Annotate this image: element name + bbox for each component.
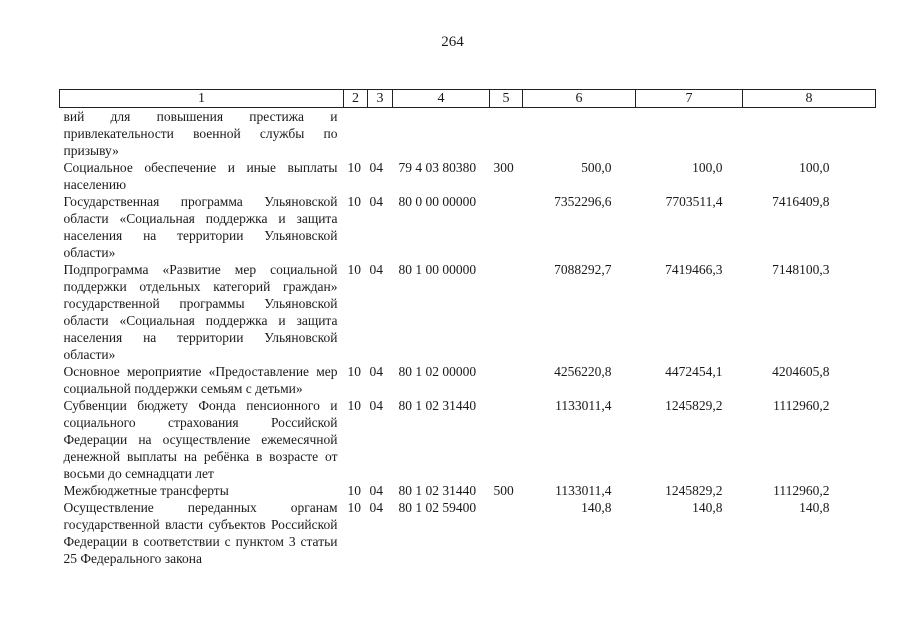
header-col-7: 7 — [636, 90, 743, 108]
row-target-code: 79 4 03 80380 — [398, 160, 477, 175]
row-value-6 — [523, 108, 636, 160]
row-target-code: 80 1 02 59400 — [398, 500, 477, 515]
row-name: Социальное обеспечение и иные выплаты населению — [63, 160, 338, 192]
row-name: Субвенции бюджету Фонда пенсионного и социального страхования Российской Федерации на осуществление ежемесячной денежной выплаты на ребёнка в возрасте от восьми до семнадцати лет — [63, 398, 338, 481]
row-expense-type: 300 — [493, 160, 514, 175]
row-value-7: 140,8 — [692, 500, 723, 515]
table-row — [60, 499, 876, 567]
row-value-7: 100,0 — [692, 160, 723, 175]
row-name: Основное мероприятие «Предоставление мер социальной поддержки семьям с детьми» — [63, 364, 338, 396]
row-name: вий для повышения престижа и привлекательности военной службы по призыву» — [63, 109, 338, 158]
row-section — [344, 108, 368, 160]
row-name: Осуществление переданных органам государственной власти субъектов Российской Федерации в соответствии с пунктом 3 статьи 25 Федерального закона — [63, 500, 338, 566]
row-value-7: 1245829,2 — [665, 483, 723, 498]
header-col-4: 4 — [393, 90, 490, 108]
header-row — [60, 90, 876, 108]
table-row — [60, 108, 876, 160]
budget-table — [59, 89, 876, 567]
row-expense-type — [490, 499, 523, 567]
row-subsection: 04 — [369, 160, 383, 175]
row-section: 10 — [347, 160, 361, 175]
row-target-code: 80 1 02 00000 — [398, 364, 477, 379]
row-value-7: 1245829,2 — [665, 398, 723, 413]
row-target-code: 80 0 00 00000 — [398, 194, 477, 209]
header-col-5: 5 — [490, 90, 523, 108]
table-row — [60, 482, 876, 499]
row-value-8: 7148100,3 — [772, 262, 830, 277]
table-row — [60, 261, 876, 363]
row-value-8 — [743, 108, 876, 160]
row-target-code: 80 1 02 31440 — [398, 483, 477, 498]
row-subsection: 04 — [369, 483, 383, 498]
row-value-7: 4472454,1 — [665, 364, 723, 379]
row-subsection: 04 — [369, 500, 383, 515]
row-subsection: 04 — [369, 262, 383, 277]
row-section: 10 — [347, 262, 361, 277]
header-col-1: 1 — [60, 90, 344, 108]
row-expense-type — [490, 261, 523, 363]
row-target-code: 80 1 02 31440 — [398, 398, 477, 413]
page-number: 264 — [441, 34, 464, 50]
header-col-3: 3 — [368, 90, 393, 108]
row-value-7: 7703511,4 — [665, 194, 723, 209]
table-row — [60, 193, 876, 261]
table-header — [60, 90, 876, 108]
row-subsection: 04 — [369, 398, 383, 413]
row-section: 10 — [347, 398, 361, 413]
row-name: Межбюджетные трансферты — [63, 483, 229, 498]
row-value-6: 500,0 — [581, 160, 612, 175]
row-value-7: 7419466,3 — [665, 262, 723, 277]
header-col-2: 2 — [344, 90, 368, 108]
row-target-code: 80 1 00 00000 — [398, 262, 477, 277]
header-col-8: 8 — [743, 90, 876, 108]
row-section: 10 — [347, 500, 361, 515]
row-name: Государственная программа Ульяновской области «Социальная поддержка и защита населения на территории Ульяновской области» — [63, 194, 338, 260]
table-row — [60, 363, 876, 397]
row-expense-type: 500 — [493, 483, 514, 498]
row-value-6: 7352296,6 — [554, 194, 612, 209]
row-value-6: 1133011,4 — [555, 398, 612, 413]
row-value-6: 7088292,7 — [554, 262, 612, 277]
row-expense-type — [490, 193, 523, 261]
row-value-8: 100,0 — [799, 160, 830, 175]
row-target-code — [393, 108, 490, 160]
table-row — [60, 397, 876, 482]
row-value-8: 140,8 — [799, 500, 830, 515]
row-value-6: 1133011,4 — [555, 483, 612, 498]
row-expense-type — [490, 363, 523, 397]
row-value-7 — [636, 108, 743, 160]
row-value-6: 140,8 — [581, 500, 612, 515]
row-section: 10 — [347, 483, 361, 498]
row-value-8: 1112960,2 — [773, 398, 830, 413]
row-expense-type — [490, 397, 523, 482]
row-value-8: 1112960,2 — [773, 483, 830, 498]
row-value-8: 4204605,8 — [772, 364, 830, 379]
row-section: 10 — [347, 364, 361, 379]
row-expense-type — [490, 108, 523, 160]
table-row — [60, 159, 876, 193]
row-subsection: 04 — [369, 364, 383, 379]
row-value-6: 4256220,8 — [554, 364, 612, 379]
row-name: Подпрограмма «Развитие мер социальной поддержки отдельных категорий граждан» государственной программы Ульяновской области «Социальная поддержка и защита населения на территории Ульяновской области» — [63, 262, 338, 362]
header-col-6: 6 — [523, 90, 636, 108]
row-subsection — [368, 108, 393, 160]
row-value-8: 7416409,8 — [772, 194, 830, 209]
row-section: 10 — [347, 194, 361, 209]
row-subsection: 04 — [369, 194, 383, 209]
